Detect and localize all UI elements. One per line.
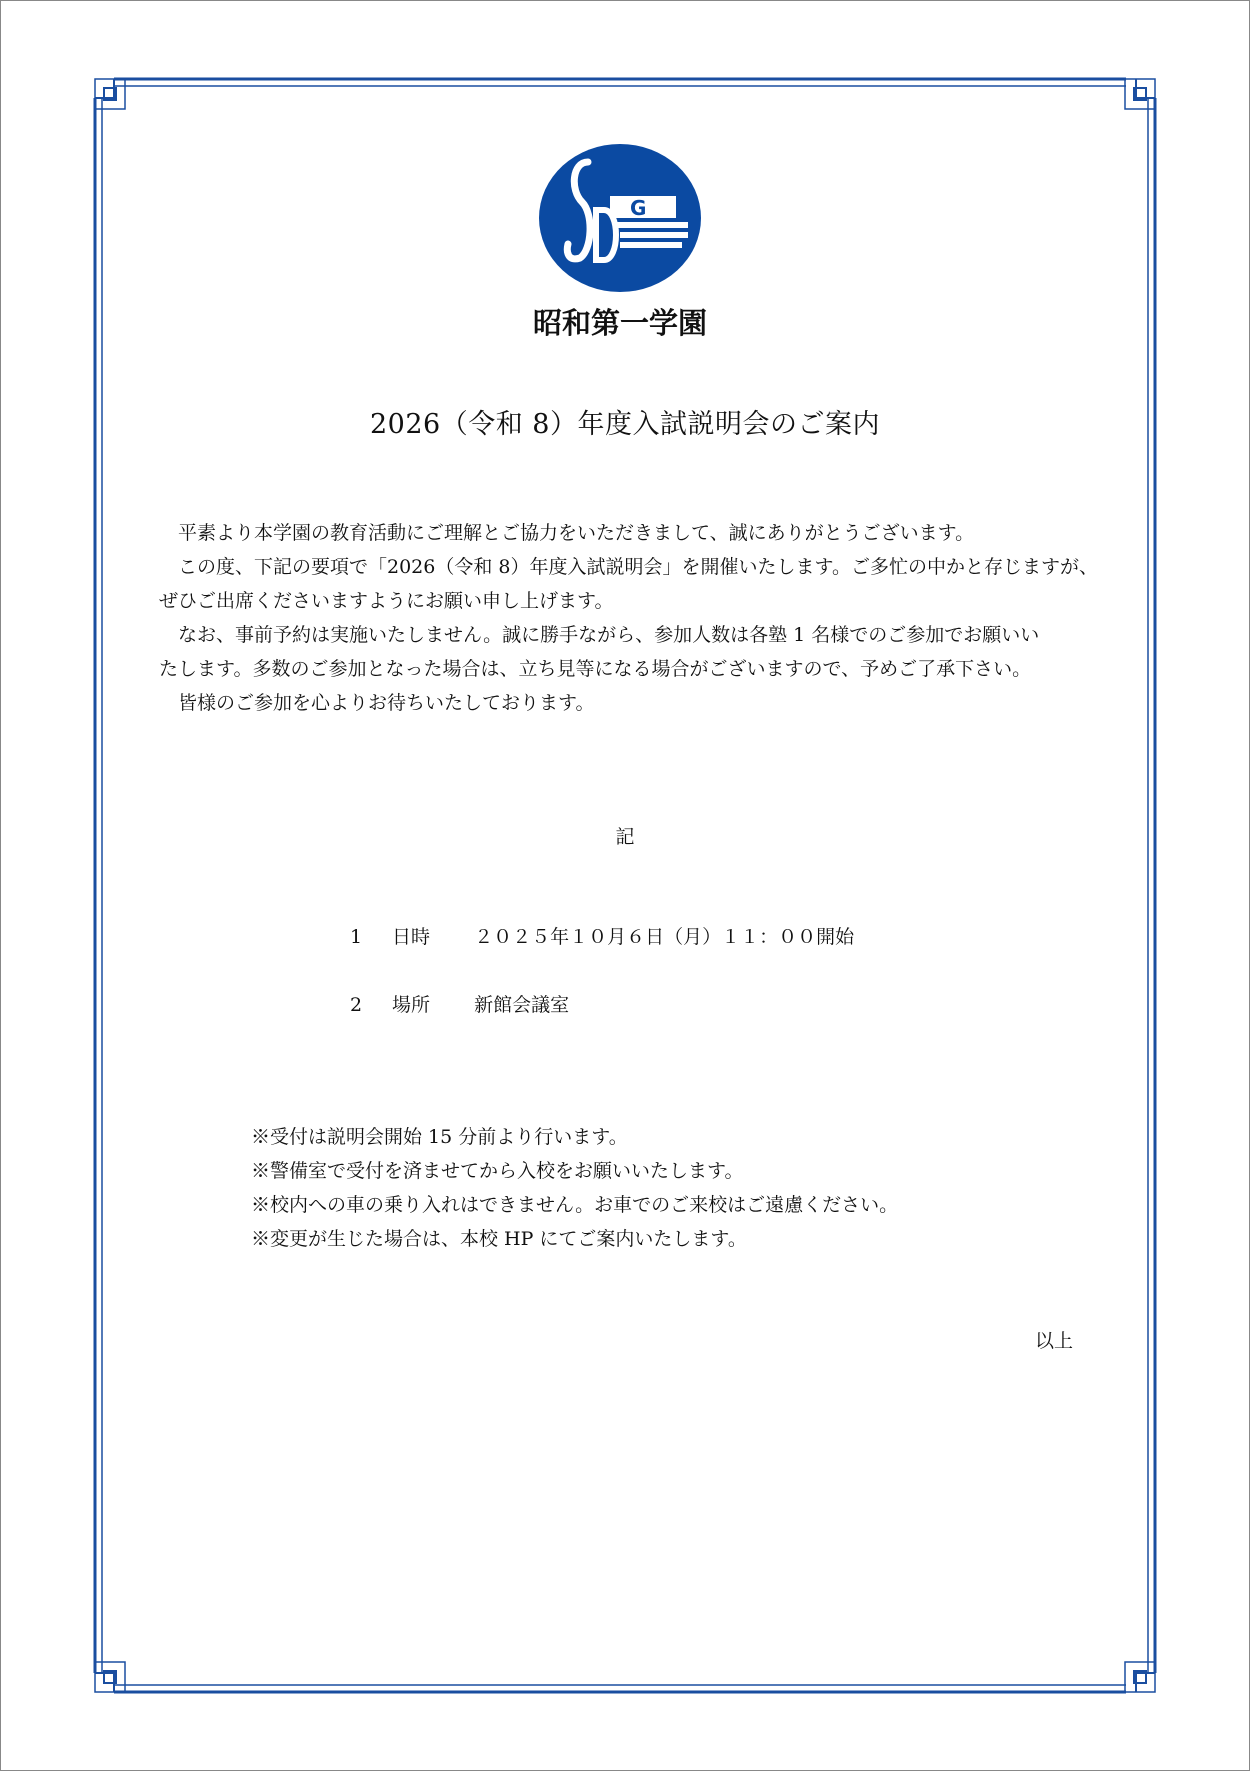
body-text bbox=[159, 516, 1098, 720]
detail-number: 2 bbox=[350, 994, 363, 1016]
logo-school-name: 昭和第一学園 bbox=[532, 306, 708, 340]
notes-list bbox=[251, 1120, 898, 1256]
detail-label: 場所 bbox=[392, 994, 431, 1016]
detail-row-datetime bbox=[350, 922, 854, 949]
detail-row-location bbox=[350, 990, 569, 1017]
school-logo bbox=[520, 140, 730, 340]
closing-mark: 以上 bbox=[1035, 1330, 1074, 1352]
paragraph-2-line-1: この度、下記の要項で「2026（令和 8）年度入試説明会」を開催いたします。ご多忙の中かと存じますが、 bbox=[178, 556, 1098, 578]
paragraph-3-line-1: なお、事前予約は実施いたしません。誠に勝手ながら、参加人数は各塾 1 名様でのご参加でお願いい bbox=[178, 624, 1040, 646]
paragraph-2-line-2: ぜひご出席くださいますようにお願い申し上げます。 bbox=[159, 590, 614, 612]
note-item: ※警備室で受付を済ませてから入校をお願いいたします。 bbox=[251, 1160, 744, 1182]
detail-value: ２０２５年１０月６日（月）１１：００開始 bbox=[474, 926, 855, 948]
detail-label: 日時 bbox=[392, 926, 431, 948]
paragraph-4: 皆様のご参加を心よりお待ちいたしております。 bbox=[178, 692, 595, 714]
detail-number: 1 bbox=[350, 926, 363, 948]
logo-letter-g: G bbox=[630, 196, 647, 220]
paragraph-3-line-2: たします。多数のご参加となった場合は、立ち見等になる場合がございますので、予めご了承下さい。 bbox=[159, 658, 1032, 680]
paragraph-1: 平素より本学園の教育活動にご理解とご協力をいただきまして、誠にありがとうございます。 bbox=[178, 522, 975, 544]
detail-value: 新館会議室 bbox=[474, 994, 570, 1016]
note-item: ※受付は説明会開始 15 分前より行います。 bbox=[251, 1126, 628, 1148]
ki-heading: 記 bbox=[615, 826, 635, 848]
note-item: ※校内への車の乗り入れはできません。お車でのご来校はご遠慮ください。 bbox=[251, 1194, 899, 1216]
page-title: 2026（令和 8）年度入試説明会のご案内 bbox=[370, 409, 880, 440]
note-item: ※変更が生じた場合は、本校 HP にてご案内いたします。 bbox=[251, 1228, 747, 1250]
